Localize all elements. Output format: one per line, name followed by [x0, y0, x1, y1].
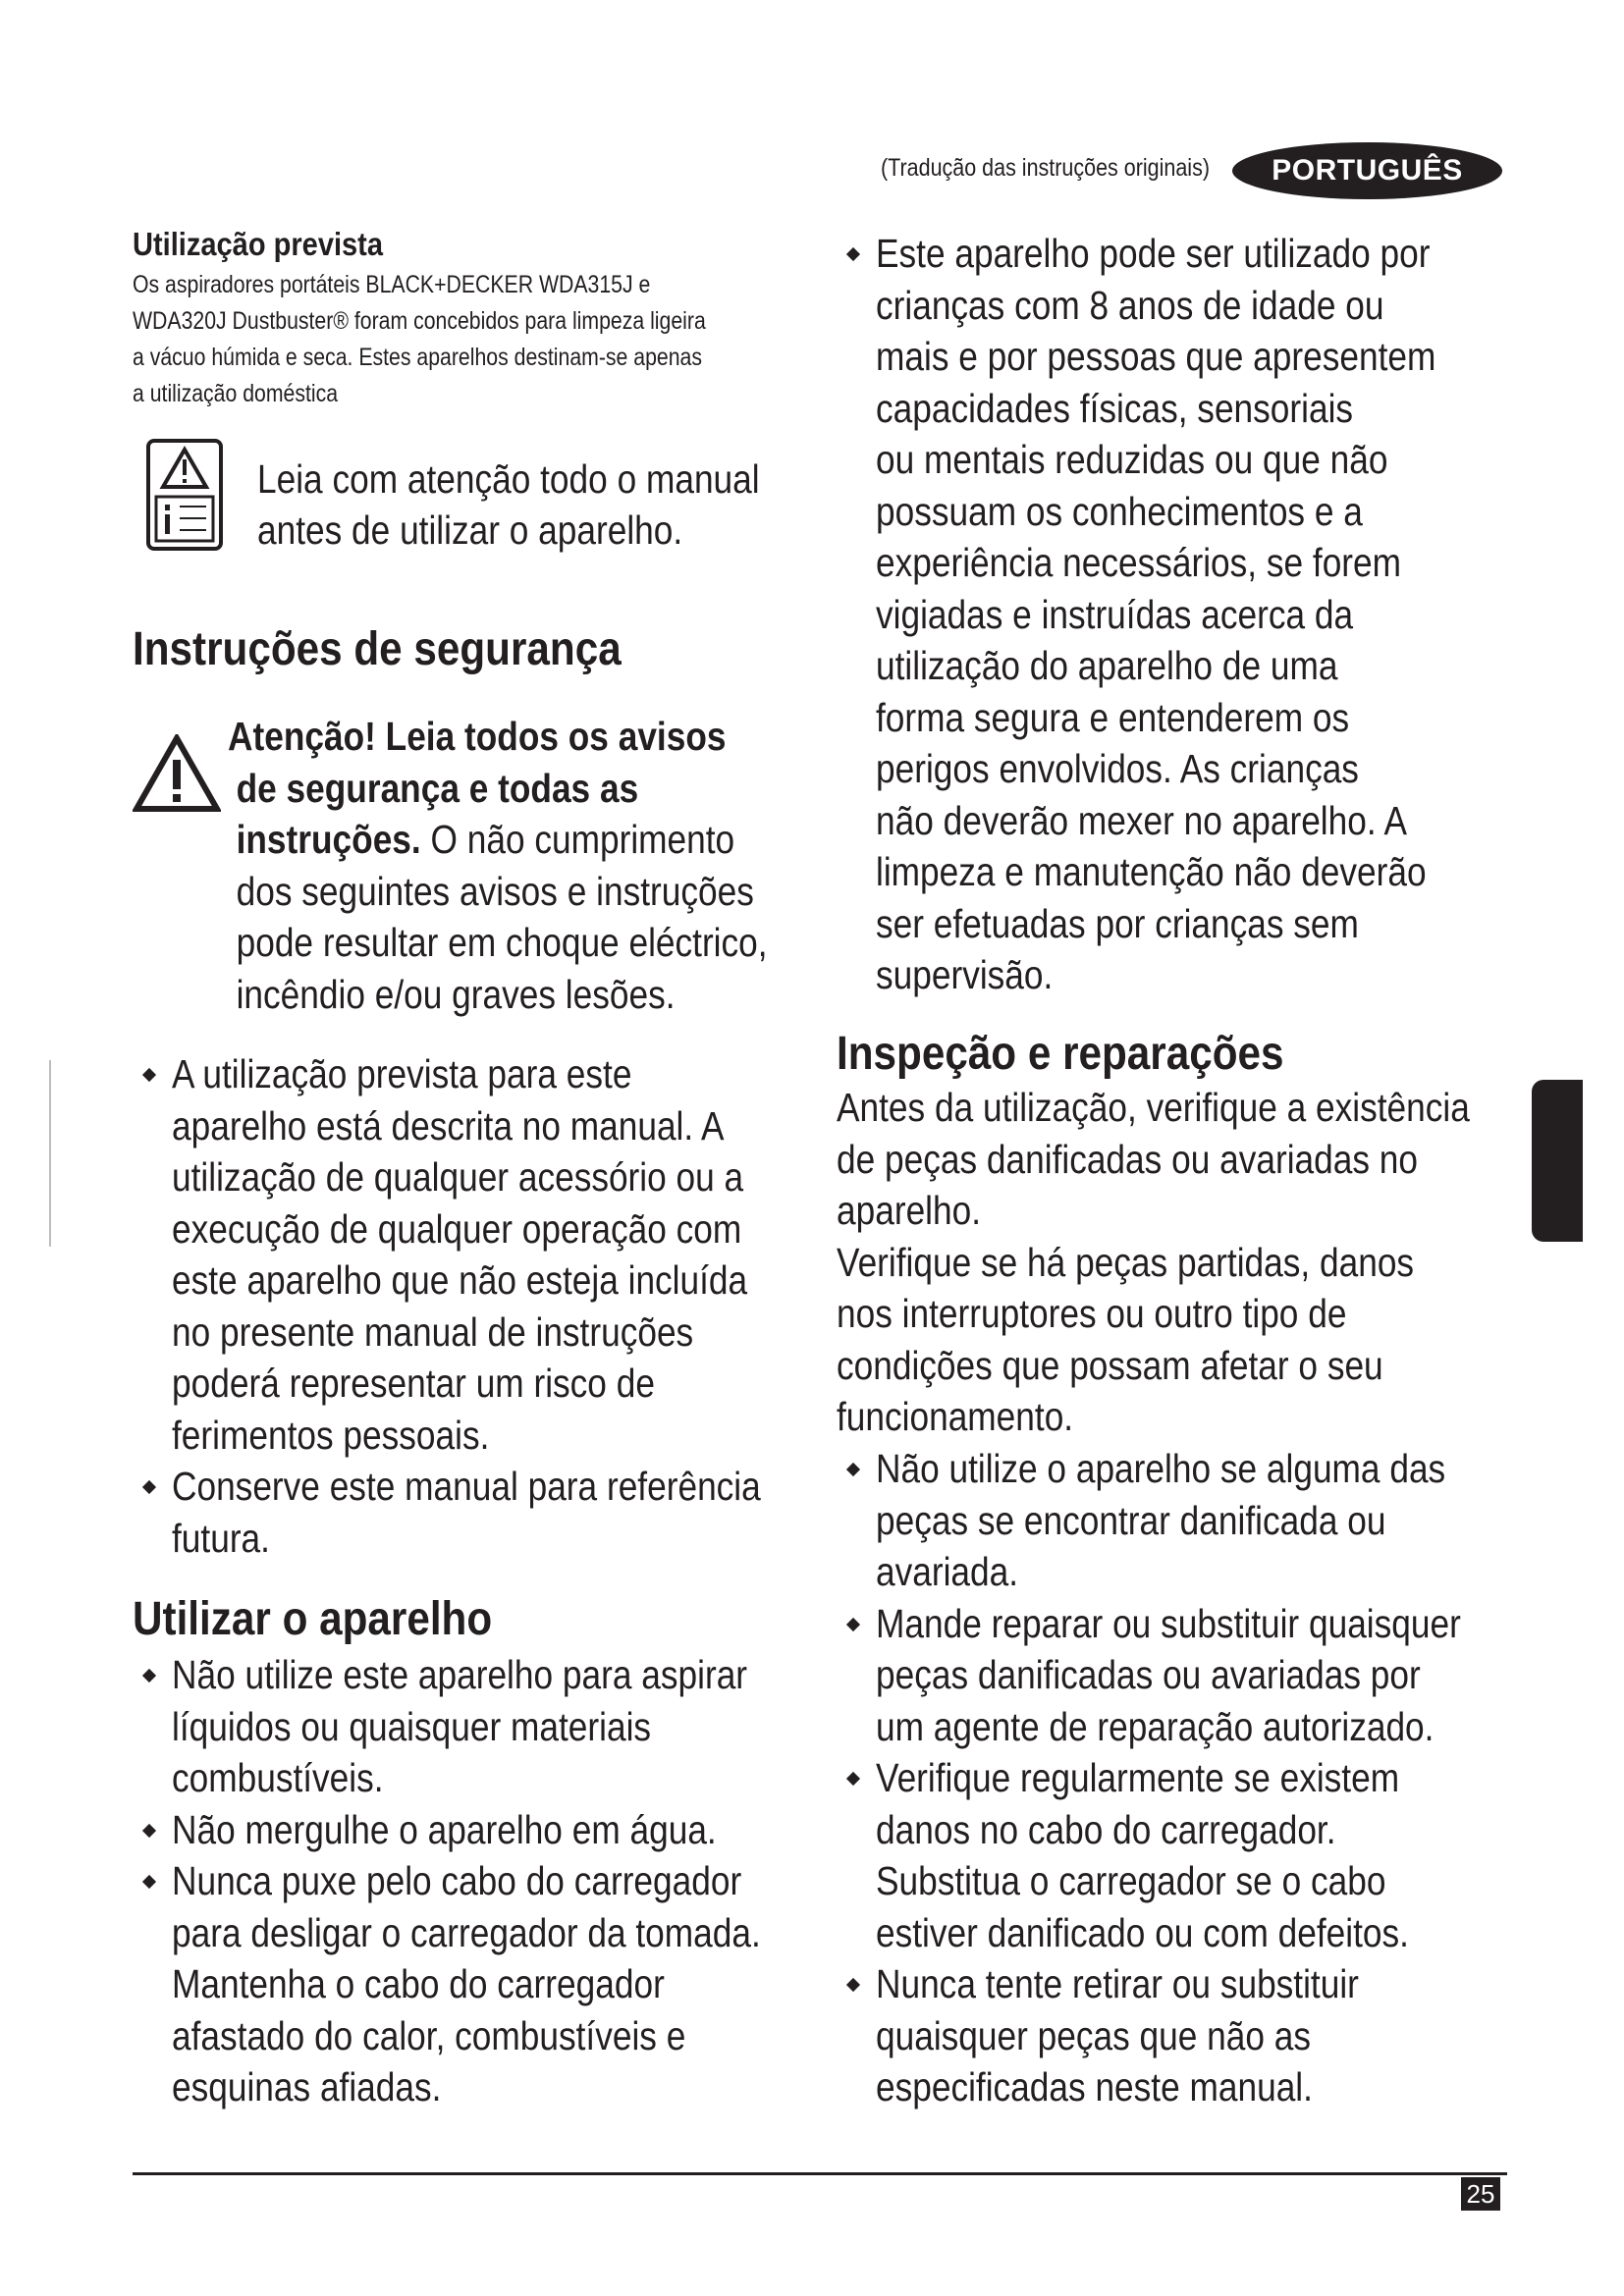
list-item-line: A utilização prevista para este [172, 1051, 632, 1096]
warning-triangle-icon [133, 734, 221, 813]
list-item [876, 1958, 1504, 2113]
bullet-icon [846, 1463, 860, 1476]
list-item-line: no presente manual de instruções [172, 1308, 694, 1355]
paragraph-line: Antes da utilização, verifique a existência [837, 1085, 1470, 1130]
list-item-line: esquinas afiadas. [172, 2064, 442, 2109]
intended-use-text [133, 267, 784, 412]
safety-bullet-list [172, 1048, 800, 1564]
bullet-icon [846, 1617, 860, 1630]
list-item-line: Mantenha o cabo do carregador [172, 1961, 665, 2006]
warning-line: pode resultar em choque eléctrico, [236, 920, 768, 965]
list-item [172, 1804, 800, 1856]
list-item [876, 1752, 1504, 1958]
bullet-icon [142, 1480, 156, 1494]
list-item [876, 1598, 1504, 1753]
bullet-icon [846, 247, 860, 261]
read-manual-line: Leia com atenção todo o manual [257, 456, 760, 502]
section-thumb-tab [1532, 1080, 1583, 1242]
list-item-line: Não mergulhe o aparelho em água. [172, 1806, 717, 1852]
list-item-line: poderá representar um risco de [172, 1361, 655, 1406]
read-manual-note [257, 454, 781, 556]
list-item [172, 1855, 800, 2113]
list-item-line: afastado do calor, combustíveis e [172, 2012, 686, 2058]
list-item-line: para desligar o carregador da tomada. [172, 1909, 761, 1955]
list-item-line: utilização do aparelho de uma [876, 643, 1338, 688]
inspection-bullet-list [876, 1443, 1504, 2113]
list-item-line: experiência necessários, se forem [876, 540, 1402, 585]
list-item-line: limpeza e manutenção não deverão [876, 849, 1427, 894]
paragraph-line: funcionamento. [837, 1394, 1074, 1439]
paragraph-line: aparelho. [837, 1188, 982, 1233]
list-item-line: perigos envolvidos. As crianças [876, 746, 1359, 791]
warning-line: dos seguintes avisos e instruções [236, 868, 754, 914]
list-item-line: Este aparelho pode ser utilizado por [876, 231, 1431, 276]
list-item-line: ou mentais reduzidas ou que não [876, 437, 1388, 482]
bullet-icon [142, 1669, 156, 1682]
list-item-line: peças se encontrar danificada ou [876, 1497, 1386, 1543]
list-item-line: crianças com 8 anos de idade ou [876, 282, 1384, 328]
list-item-line: futura. [172, 1515, 270, 1561]
bullet-icon [142, 1823, 156, 1837]
read-manual-line: antes de utilizar o aparelho. [257, 507, 683, 553]
page-number: 25 [1461, 2177, 1500, 2211]
children-bullet-list [876, 228, 1504, 1001]
warning-bold-line: de segurança e todas as [236, 765, 639, 811]
list-item-line: Verifique regularmente se existem [876, 1755, 1400, 1800]
list-item-line: danos no cabo do carregador. [876, 1806, 1336, 1852]
warning-bold-line: Atenção! Leia todos os avisos [228, 714, 727, 759]
inspection-heading: Inspeção e reparações [837, 1028, 1284, 1080]
paragraph-line: nos interruptores ou outro tipo de [837, 1291, 1347, 1336]
list-item-line: peças danificadas ou avariadas por [876, 1652, 1421, 1697]
inspection-paragraph [837, 1082, 1503, 1443]
language-badge: PORTUGUÊS [1232, 142, 1502, 199]
bullet-icon [142, 1875, 156, 1889]
list-item-line: Não utilize este aparelho para aspirar [172, 1652, 748, 1697]
paragraph-line: Verifique se há peças partidas, danos [837, 1239, 1415, 1285]
list-item-line: avariada. [876, 1549, 1019, 1594]
list-item-line: Substitua o carregador se o cabo [876, 1858, 1386, 1903]
list-item-line: aparelho está descrita no manual. A [172, 1102, 725, 1148]
list-item-line: Nunca puxe pelo cabo do carregador [172, 1858, 742, 1903]
intended-use-line: WDA320J Dustbuster® foram concebidos para limpeza ligeira [133, 307, 706, 335]
read-manual-icon [145, 438, 224, 552]
list-item-line: líquidos ou quaisquer materiais [172, 1703, 652, 1749]
list-item-line: vigiadas e instruídas acerca da [876, 591, 1354, 637]
intended-use-line: Os aspiradores portáteis BLACK+DECKER WDA315J e [133, 271, 651, 298]
list-item-line: Nunca tente retirar ou substituir [876, 1961, 1359, 2006]
list-item-line: especificadas neste manual. [876, 2064, 1313, 2109]
using-bullet-list [172, 1649, 800, 2113]
translation-note: (Tradução das instruções originais) [881, 154, 1210, 182]
list-item-line: Mande reparar ou substituir quaisquer [876, 1600, 1461, 1646]
intended-use-line: a utilização doméstica [133, 380, 339, 407]
bullet-icon [846, 1978, 860, 1992]
list-item-line: utilização de qualquer acessório ou a [172, 1154, 744, 1200]
paragraph-line: de peças danificadas ou avariadas no [837, 1136, 1419, 1182]
list-item-line: supervisão. [876, 952, 1054, 997]
list-item-line: execução de qualquer operação com [172, 1205, 742, 1252]
list-item [876, 1443, 1504, 1598]
safety-warning [228, 711, 785, 1020]
footer-rule [133, 2172, 1507, 2175]
list-item-line: ser efetuadas por crianças sem [876, 900, 1359, 946]
list-item [172, 1649, 800, 1804]
list-item [172, 1048, 800, 1461]
list-item-line: não deverão mexer no aparelho. A [876, 797, 1408, 843]
list-item-line: estiver danificado ou com defeitos. [876, 1909, 1409, 1955]
margin-line [49, 1060, 51, 1247]
warning-bold-tail: instruções. [236, 817, 421, 862]
bullet-icon [142, 1068, 156, 1082]
intended-use-line: a vácuo húmida e seca. Estes aparelhos destinam-se apenas [133, 344, 703, 371]
bullet-icon [846, 1772, 860, 1786]
list-item-line: Não utilize o aparelho se alguma das [876, 1446, 1446, 1491]
list-item-line: este aparelho que não esteja incluída [172, 1257, 748, 1303]
paragraph-line: condições que possam afetar o seu [837, 1342, 1383, 1388]
list-item-line: mais e por pessoas que apresentem [876, 334, 1436, 379]
list-item-line: combustíveis. [172, 1755, 384, 1800]
list-item [172, 1461, 800, 1564]
warning-line: incêndio e/ou graves lesões. [236, 971, 676, 1017]
list-item-line: Conserve este manual para referência [172, 1464, 761, 1509]
safety-heading: Instruções de segurança [133, 623, 622, 675]
using-heading: Utilizar o aparelho [133, 1593, 493, 1645]
list-item-line: forma segura e entenderem os [876, 694, 1350, 740]
intended-use-title: Utilização prevista [133, 226, 384, 262]
list-item-line: capacidades físicas, sensoriais [876, 385, 1354, 431]
list-item-line: possuam os conhecimentos e a [876, 488, 1363, 534]
list-item [876, 228, 1504, 1001]
list-item-line: ferimentos pessoais. [172, 1412, 490, 1458]
list-item-line: um agente de reparação autorizado. [876, 1703, 1435, 1749]
warning-text: O não cumprimento [430, 817, 735, 862]
list-item-line: quaisquer peças que não as [876, 2012, 1312, 2058]
